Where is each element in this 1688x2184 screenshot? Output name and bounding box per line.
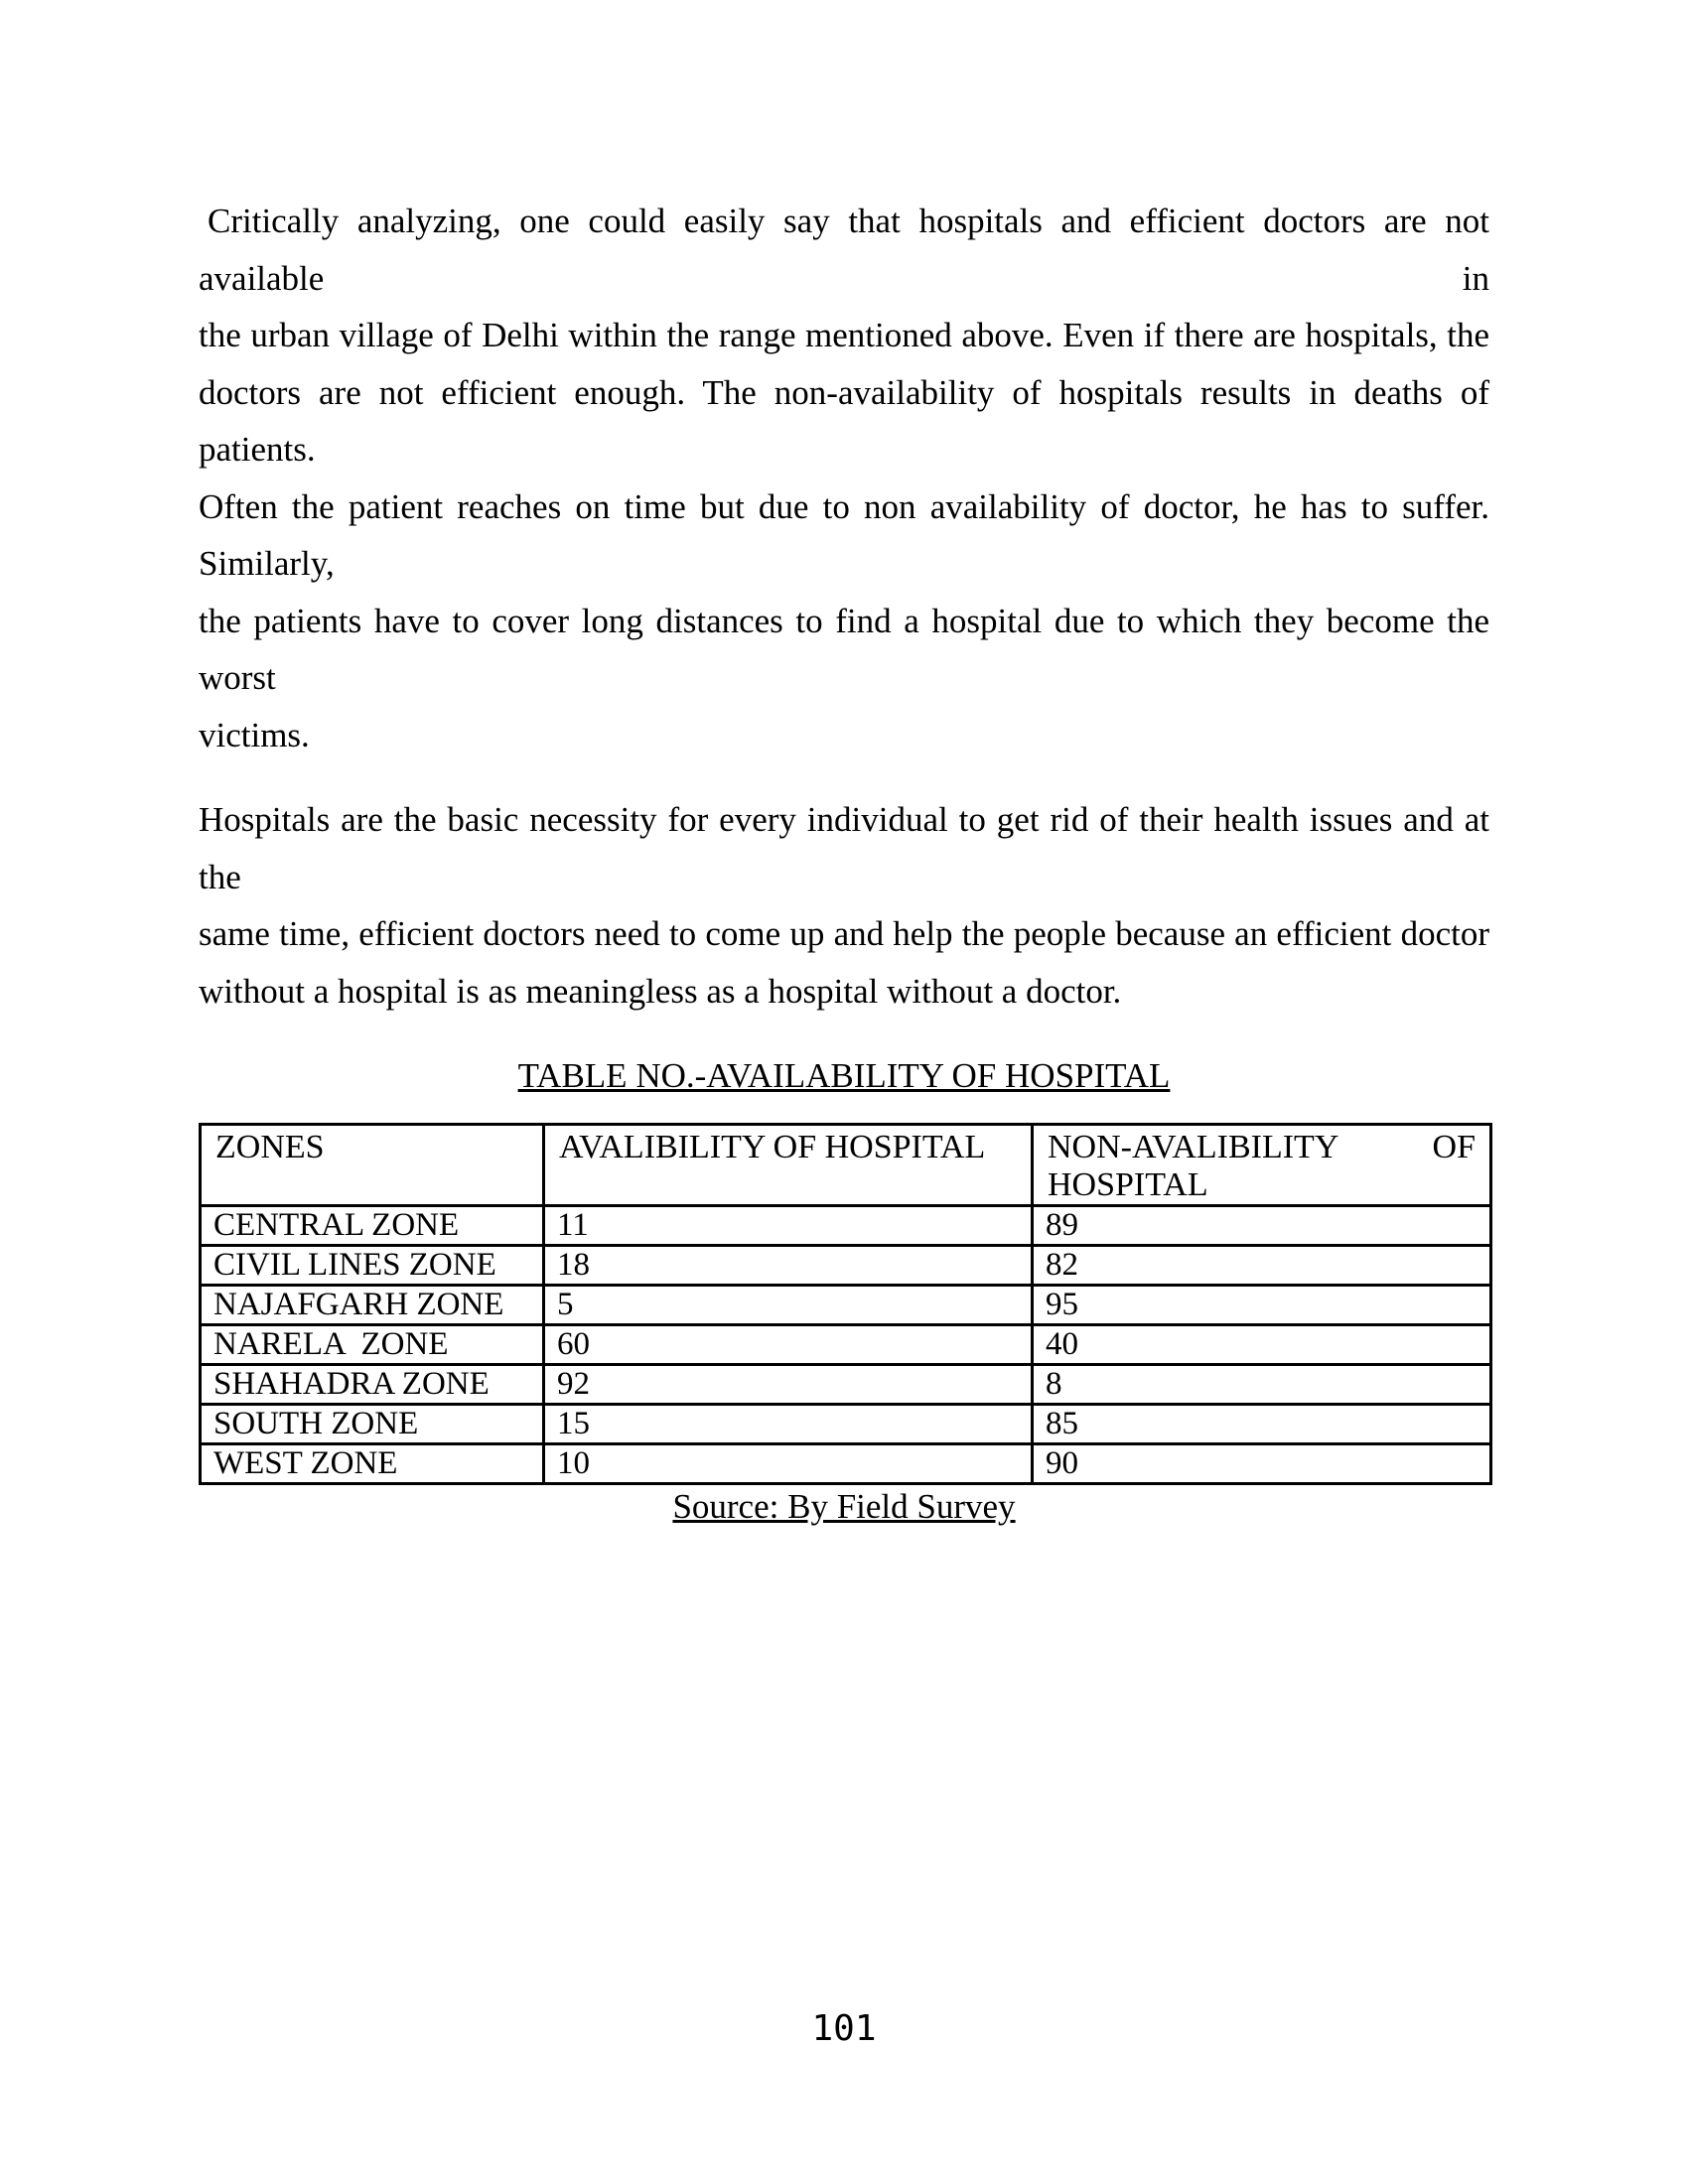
source-caption [199,1487,1489,1527]
non-availability-cell: 90 [1033,1443,1491,1483]
availability-cell: 10 [544,1443,1033,1483]
header-text: NON-AVALIBILITY [1048,1128,1339,1165]
table-row [201,1364,1491,1404]
hospital-availability-table [199,1123,1492,1485]
header-line-justified [1048,1129,1476,1166]
paragraph-line: same time, efficient doctors need to come up and help the people because an efficient doctor [199,914,1489,953]
availability-cell: 5 [544,1285,1033,1324]
table-header-zones: ZONES [201,1124,544,1205]
zone-cell: CENTRAL ZONE [201,1205,544,1245]
table-header-availability: AVALIBILITY OF HOSPITAL [544,1124,1033,1205]
table-title: TABLE NO.-AVAILABILITY OF HOSPITAL [517,1056,1171,1095]
zone-cell: NARELA ZONE [201,1324,544,1364]
table-row [201,1443,1491,1483]
zone-cell: WEST ZONE [201,1443,544,1483]
body-paragraph-2 [199,791,1489,1020]
availability-cell: 92 [544,1364,1033,1404]
table-row [201,1205,1491,1245]
table-row [201,1245,1491,1285]
paragraph-line: Often the patient reaches on time but due to non availability of doctor, he has to suffer. Similarly, [199,486,1489,583]
header-text: OF [1432,1128,1476,1165]
zone-cell: NAJAFGARH ZONE [201,1285,544,1324]
availability-cell: 11 [544,1205,1033,1245]
paragraph-line: Critically analyzing, one could easily say that hospitals and efficient doctors are not available in [199,202,1489,298]
table-row [201,1324,1491,1364]
header-text: HOSPITAL [1048,1165,1208,1203]
non-availability-cell: 8 [1033,1364,1491,1404]
zone-cell: CIVIL LINES ZONE [201,1245,544,1285]
paragraph-line: without a hospital is as meaningless as a hospital without a doctor. [199,971,1122,1011]
table-row [201,1404,1491,1443]
page-number: 101 [811,2008,877,2049]
availability-cell: 15 [544,1404,1033,1443]
table-header-non-availability [1033,1124,1491,1205]
paragraph-line: doctors are not efficient enough. The non-availability of hospitals results in deaths of patients. [199,372,1489,469]
paragraph-line: victims. [199,715,310,754]
paragraph-line: the urban village of Delhi within the range mentioned above. Even if there are hospitals, the [199,316,1489,354]
availability-cell: 60 [544,1324,1033,1364]
body-paragraph-1 [199,193,1489,763]
table-row [201,1285,1491,1324]
non-availability-cell: 95 [1033,1285,1491,1324]
non-availability-cell: 85 [1033,1404,1491,1443]
availability-cell: 18 [544,1245,1033,1285]
non-availability-cell: 82 [1033,1245,1491,1285]
zone-cell: SHAHADRA ZONE [201,1364,544,1404]
zone-cell: SOUTH ZONE [201,1404,544,1443]
paragraph-line: Hospitals are the basic necessity for every individual to get rid of their health issues and at the [199,800,1489,896]
table-header-row [201,1124,1491,1205]
source-caption-text: Source: By Field Survey [672,1486,1016,1526]
non-availability-cell: 40 [1033,1324,1491,1364]
non-availability-cell: 89 [1033,1205,1491,1245]
document-page-content [199,193,1489,1527]
paragraph-line: the patients have to cover long distances to find a hospital due to which they become the worst [199,601,1489,697]
